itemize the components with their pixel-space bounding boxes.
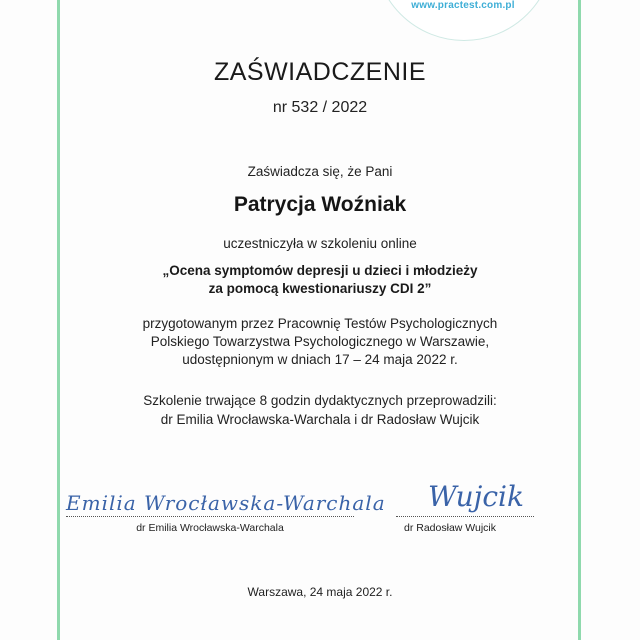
certificate-number: nr 532 / 2022 xyxy=(272,99,368,116)
signature-label-wujcik: dr Radosław Wujcik xyxy=(404,522,497,534)
certify-intro-text: Zaświadcza się, że Pani xyxy=(247,164,393,179)
signature-block-warchala xyxy=(66,490,386,534)
trainers-text xyxy=(0,392,640,429)
signature-label-warchala: dr Emilia Wrocławska-Warchala xyxy=(136,522,284,534)
certificate-title: ZAŚWIADCZENIE xyxy=(213,58,427,86)
prepared-line-2: Polskiego Towarzystwa Psychologicznego w Warszawie, xyxy=(150,334,490,349)
handwritten-signature-warchala: Emilia Wrocławska-Warchala xyxy=(66,491,386,515)
prepared-line-1: przygotowanym przez Pracownię Testów Psychologicznych xyxy=(142,316,498,331)
course-title xyxy=(0,262,640,298)
place-and-date: Warszawa, 24 maja 2022 r. xyxy=(247,585,393,599)
logo-url-text: www.practest.com.pl xyxy=(411,0,515,11)
signature-dotted-line xyxy=(66,516,354,517)
prepared-line-3: udostępnionym w dniach 17 – 24 maja 2022 r. xyxy=(182,352,458,367)
handwritten-signature-wujcik: Wujcik xyxy=(428,480,524,513)
trainers-line-1: Szkolenie trwające 8 godzin dydaktycznych przeprowadzili: xyxy=(143,393,497,408)
signature-dotted-line xyxy=(396,516,534,517)
trainers-line-2: dr Emilia Wrocławska-Warchala i dr Radosław Wujcik xyxy=(160,411,480,427)
signature-block-wujcik xyxy=(396,478,534,534)
course-title-line-1: „Ocena symptomów depresji u dzieci i młodzieży xyxy=(162,263,478,278)
recipient-name: Patrycja Woźniak xyxy=(233,193,407,216)
course-title-line-2: za pomocą kwestionariuszy CDI 2” xyxy=(208,281,432,296)
participation-text: uczestniczyła w szkoleniu online xyxy=(223,236,417,251)
prepared-by-text xyxy=(0,315,640,369)
